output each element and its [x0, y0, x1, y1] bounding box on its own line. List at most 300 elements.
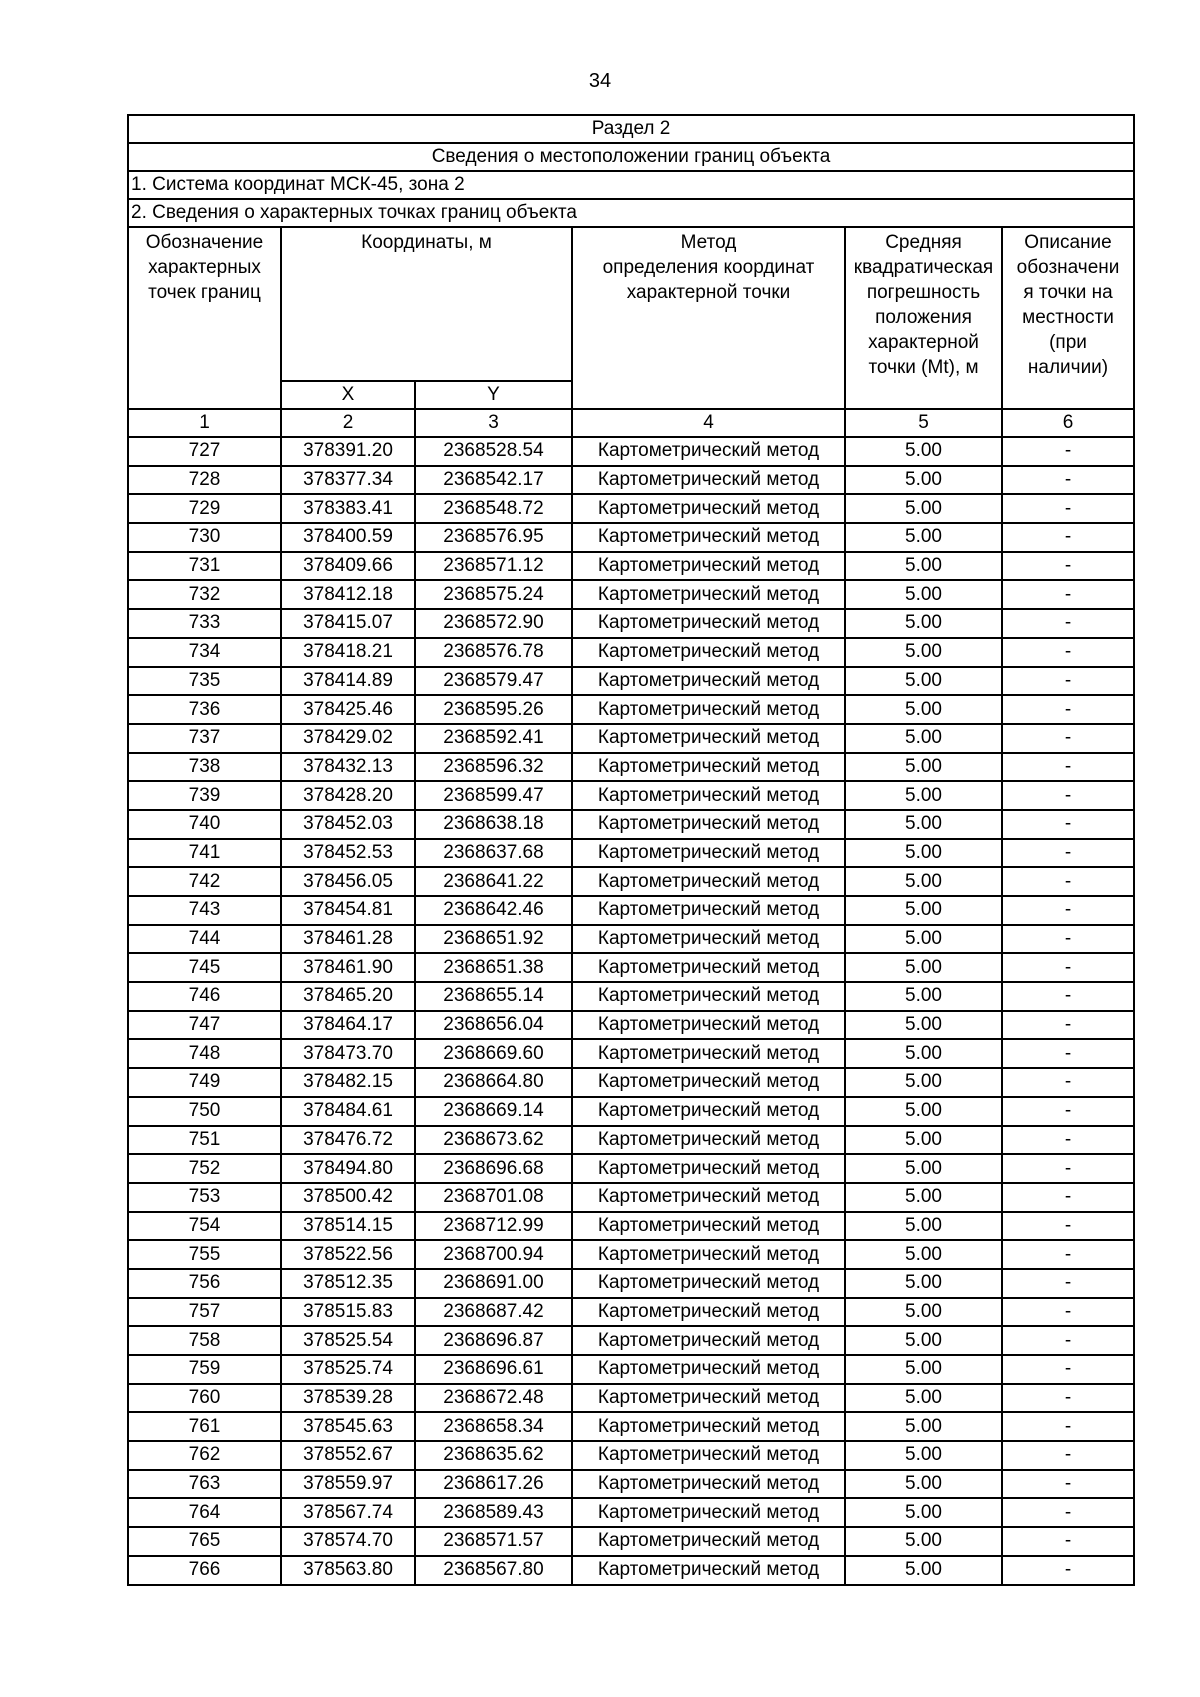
- table-row: [128, 1212, 1134, 1241]
- x-coordinate-cell: 378567.74: [281, 1498, 415, 1527]
- description-cell: -: [1002, 1240, 1134, 1269]
- error-cell: 5.00: [845, 1470, 1002, 1499]
- description-cell: -: [1002, 982, 1134, 1011]
- y-coordinate-cell: 2368641.22: [415, 867, 572, 896]
- header-designation-line: характерных: [148, 257, 261, 278]
- header-error-line: характерной: [868, 332, 979, 353]
- header-description-line: (при: [1049, 332, 1087, 353]
- table-subtitle: Сведения о местоположении границ объекта: [128, 143, 1134, 171]
- error-cell: 5.00: [845, 466, 1002, 495]
- description-cell: -: [1002, 1498, 1134, 1527]
- error-cell: 5.00: [845, 1355, 1002, 1384]
- error-cell: 5.00: [845, 953, 1002, 982]
- point-number-cell: 748: [128, 1039, 281, 1068]
- point-number-cell: 752: [128, 1154, 281, 1183]
- error-cell: 5.00: [845, 1068, 1002, 1097]
- header-description-line: Описание: [1024, 232, 1112, 253]
- y-coordinate-cell: 2368700.94: [415, 1240, 572, 1269]
- table-row: [128, 953, 1134, 982]
- description-cell: -: [1002, 1212, 1134, 1241]
- header-designation-line: точек границ: [148, 282, 261, 303]
- point-number-cell: 749: [128, 1068, 281, 1097]
- table-row: [128, 781, 1134, 810]
- method-cell: Картометрический метод: [572, 1441, 845, 1470]
- point-number-cell: 743: [128, 896, 281, 925]
- method-cell: Картометрический метод: [572, 1154, 845, 1183]
- y-coordinate-cell: 2368655.14: [415, 982, 572, 1011]
- method-cell: Картометрический метод: [572, 1470, 845, 1499]
- error-cell: 5.00: [845, 1240, 1002, 1269]
- x-coordinate-cell: 378525.54: [281, 1326, 415, 1355]
- method-cell: Картометрический метод: [572, 1097, 845, 1126]
- y-coordinate-cell: 2368596.32: [415, 753, 572, 782]
- y-coordinate-cell: 2368599.47: [415, 781, 572, 810]
- error-cell: 5.00: [845, 1556, 1002, 1585]
- header-y: Y: [415, 381, 572, 409]
- point-number-cell: 736: [128, 695, 281, 724]
- description-cell: -: [1002, 667, 1134, 696]
- method-cell: Картометрический метод: [572, 523, 845, 552]
- header-method-line: характерной точки: [626, 282, 791, 303]
- method-cell: Картометрический метод: [572, 753, 845, 782]
- error-cell: 5.00: [845, 552, 1002, 581]
- point-number-cell: 762: [128, 1441, 281, 1470]
- header-method: [572, 227, 845, 409]
- table-row: [128, 552, 1134, 581]
- header-error-line: погрешность: [866, 282, 981, 303]
- y-coordinate-cell: 2368712.99: [415, 1212, 572, 1241]
- y-coordinate-cell: 2368696.68: [415, 1154, 572, 1183]
- header-description-line: обозначени: [1016, 257, 1120, 278]
- table-row: [128, 638, 1134, 667]
- point-number-cell: 737: [128, 724, 281, 753]
- y-coordinate-cell: 2368575.24: [415, 580, 572, 609]
- description-cell: -: [1002, 1412, 1134, 1441]
- table-row: [128, 437, 1134, 466]
- error-cell: 5.00: [845, 437, 1002, 466]
- description-cell: -: [1002, 1441, 1134, 1470]
- x-coordinate-cell: 378461.28: [281, 925, 415, 954]
- error-cell: 5.00: [845, 724, 1002, 753]
- error-cell: 5.00: [845, 896, 1002, 925]
- x-coordinate-cell: 378482.15: [281, 1068, 415, 1097]
- method-cell: Картометрический метод: [572, 1126, 845, 1155]
- method-cell: Картометрический метод: [572, 1011, 845, 1040]
- description-cell: -: [1002, 896, 1134, 925]
- header-designation-line: Обозначение: [145, 232, 264, 253]
- column-number: 6: [1002, 409, 1134, 437]
- y-coordinate-cell: 2368672.48: [415, 1384, 572, 1413]
- y-coordinate-cell: 2368571.12: [415, 552, 572, 581]
- description-cell: -: [1002, 1039, 1134, 1068]
- table-row: [128, 1355, 1134, 1384]
- point-number-cell: 757: [128, 1298, 281, 1327]
- table-row: [128, 982, 1134, 1011]
- x-coordinate-cell: 378418.21: [281, 638, 415, 667]
- coord-system-line: 1. Система координат МСК-45, зона 2: [128, 171, 1134, 199]
- x-coordinate-cell: 378563.80: [281, 1556, 415, 1585]
- header-description: [1002, 227, 1134, 409]
- point-number-cell: 728: [128, 466, 281, 495]
- method-cell: Картометрический метод: [572, 867, 845, 896]
- y-coordinate-cell: 2368651.92: [415, 925, 572, 954]
- x-coordinate-cell: 378432.13: [281, 753, 415, 782]
- x-coordinate-cell: 378452.03: [281, 810, 415, 839]
- point-number-cell: 742: [128, 867, 281, 896]
- error-cell: 5.00: [845, 1527, 1002, 1556]
- header-method-line: Метод: [680, 232, 737, 253]
- description-cell: -: [1002, 1298, 1134, 1327]
- y-coordinate-cell: 2368528.54: [415, 437, 572, 466]
- y-coordinate-cell: 2368548.72: [415, 494, 572, 523]
- method-cell: Картометрический метод: [572, 1240, 845, 1269]
- table-row: [128, 523, 1134, 552]
- error-cell: 5.00: [845, 1154, 1002, 1183]
- y-coordinate-cell: 2368642.46: [415, 896, 572, 925]
- x-coordinate-cell: 378383.41: [281, 494, 415, 523]
- y-coordinate-cell: 2368579.47: [415, 667, 572, 696]
- method-cell: Картометрический метод: [572, 466, 845, 495]
- header-designation: [128, 227, 281, 409]
- table-row: [128, 1556, 1134, 1585]
- description-cell: -: [1002, 466, 1134, 495]
- description-cell: -: [1002, 753, 1134, 782]
- x-coordinate-cell: 378377.34: [281, 466, 415, 495]
- y-coordinate-cell: 2368696.87: [415, 1326, 572, 1355]
- error-cell: 5.00: [845, 839, 1002, 868]
- description-cell: -: [1002, 1269, 1134, 1298]
- page-number: 34: [588, 70, 612, 92]
- y-coordinate-cell: 2368651.38: [415, 953, 572, 982]
- x-coordinate-cell: 378464.17: [281, 1011, 415, 1040]
- table-row: [128, 925, 1134, 954]
- method-cell: Картометрический метод: [572, 1269, 845, 1298]
- description-cell: -: [1002, 580, 1134, 609]
- method-cell: Картометрический метод: [572, 1527, 845, 1556]
- table-row: [128, 724, 1134, 753]
- x-coordinate-cell: 378484.61: [281, 1097, 415, 1126]
- table-row: [128, 1240, 1134, 1269]
- description-cell: -: [1002, 1154, 1134, 1183]
- description-cell: -: [1002, 781, 1134, 810]
- error-cell: 5.00: [845, 1269, 1002, 1298]
- error-cell: 5.00: [845, 1183, 1002, 1212]
- error-cell: 5.00: [845, 982, 1002, 1011]
- point-number-cell: 765: [128, 1527, 281, 1556]
- method-cell: Картометрический метод: [572, 667, 845, 696]
- error-cell: 5.00: [845, 638, 1002, 667]
- error-cell: 5.00: [845, 1039, 1002, 1068]
- table-row: [128, 667, 1134, 696]
- y-coordinate-cell: 2368542.17: [415, 466, 572, 495]
- header-method-line: определения координат: [602, 257, 815, 278]
- y-coordinate-cell: 2368572.90: [415, 609, 572, 638]
- x-coordinate-cell: 378454.81: [281, 896, 415, 925]
- method-cell: Картометрический метод: [572, 1412, 845, 1441]
- method-cell: Картометрический метод: [572, 1212, 845, 1241]
- x-coordinate-cell: 378414.89: [281, 667, 415, 696]
- method-cell: Картометрический метод: [572, 580, 845, 609]
- table-row: [128, 1498, 1134, 1527]
- error-cell: 5.00: [845, 1441, 1002, 1470]
- x-coordinate-cell: 378409.66: [281, 552, 415, 581]
- boundary-points-table: [127, 114, 1135, 1586]
- x-coordinate-cell: 378494.80: [281, 1154, 415, 1183]
- error-cell: 5.00: [845, 1384, 1002, 1413]
- description-cell: -: [1002, 1068, 1134, 1097]
- description-cell: -: [1002, 695, 1134, 724]
- point-number-cell: 754: [128, 1212, 281, 1241]
- description-cell: -: [1002, 552, 1134, 581]
- y-coordinate-cell: 2368691.00: [415, 1269, 572, 1298]
- y-coordinate-cell: 2368595.26: [415, 695, 572, 724]
- y-coordinate-cell: 2368658.34: [415, 1412, 572, 1441]
- y-coordinate-cell: 2368576.78: [415, 638, 572, 667]
- description-cell: -: [1002, 638, 1134, 667]
- header-error-line: квадратическая: [853, 257, 994, 278]
- y-coordinate-cell: 2368571.57: [415, 1527, 572, 1556]
- point-number-cell: 747: [128, 1011, 281, 1040]
- method-cell: Картометрический метод: [572, 810, 845, 839]
- point-number-cell: 739: [128, 781, 281, 810]
- y-coordinate-cell: 2368669.14: [415, 1097, 572, 1126]
- table-row: [128, 1068, 1134, 1097]
- table-row: [128, 1269, 1134, 1298]
- x-coordinate-cell: 378400.59: [281, 523, 415, 552]
- description-cell: -: [1002, 494, 1134, 523]
- method-cell: Картометрический метод: [572, 1556, 845, 1585]
- table-row: [128, 494, 1134, 523]
- y-coordinate-cell: 2368592.41: [415, 724, 572, 753]
- x-coordinate-cell: 378539.28: [281, 1384, 415, 1413]
- y-coordinate-cell: 2368576.95: [415, 523, 572, 552]
- error-cell: 5.00: [845, 1011, 1002, 1040]
- column-number: 5: [845, 409, 1002, 437]
- table-row: [128, 466, 1134, 495]
- table-row: [128, 1126, 1134, 1155]
- y-coordinate-cell: 2368617.26: [415, 1470, 572, 1499]
- method-cell: Картометрический метод: [572, 1183, 845, 1212]
- point-number-cell: 729: [128, 494, 281, 523]
- table-row: [128, 1412, 1134, 1441]
- table-row: [128, 1470, 1134, 1499]
- method-cell: Картометрический метод: [572, 1068, 845, 1097]
- point-number-cell: 763: [128, 1470, 281, 1499]
- y-coordinate-cell: 2368673.62: [415, 1126, 572, 1155]
- description-cell: -: [1002, 1355, 1134, 1384]
- y-coordinate-cell: 2368696.61: [415, 1355, 572, 1384]
- x-coordinate-cell: 378465.20: [281, 982, 415, 1011]
- description-cell: -: [1002, 810, 1134, 839]
- error-cell: 5.00: [845, 925, 1002, 954]
- method-cell: Картометрический метод: [572, 896, 845, 925]
- point-number-cell: 745: [128, 953, 281, 982]
- point-number-cell: 760: [128, 1384, 281, 1413]
- error-cell: 5.00: [845, 1126, 1002, 1155]
- error-cell: 5.00: [845, 667, 1002, 696]
- table-row: [128, 1154, 1134, 1183]
- x-coordinate-cell: 378515.83: [281, 1298, 415, 1327]
- description-cell: -: [1002, 1097, 1134, 1126]
- section-title: Раздел 2: [128, 115, 1134, 143]
- table-row: [128, 1384, 1134, 1413]
- point-number-cell: 764: [128, 1498, 281, 1527]
- description-cell: -: [1002, 609, 1134, 638]
- x-coordinate-cell: 378391.20: [281, 437, 415, 466]
- table-row: [128, 1527, 1134, 1556]
- method-cell: Картометрический метод: [572, 1039, 845, 1068]
- error-cell: 5.00: [845, 810, 1002, 839]
- description-cell: -: [1002, 839, 1134, 868]
- table-row: [128, 1441, 1134, 1470]
- table-row: [128, 1298, 1134, 1327]
- header-x: X: [281, 381, 415, 409]
- header-description-line: местности: [1022, 307, 1114, 328]
- table-row: [128, 580, 1134, 609]
- error-cell: 5.00: [845, 1097, 1002, 1126]
- point-number-cell: 727: [128, 437, 281, 466]
- x-coordinate-cell: 378428.20: [281, 781, 415, 810]
- method-cell: Картометрический метод: [572, 1326, 845, 1355]
- description-cell: -: [1002, 953, 1134, 982]
- point-number-cell: 756: [128, 1269, 281, 1298]
- error-cell: 5.00: [845, 867, 1002, 896]
- error-cell: 5.00: [845, 1326, 1002, 1355]
- point-number-cell: 755: [128, 1240, 281, 1269]
- x-coordinate-cell: 378500.42: [281, 1183, 415, 1212]
- method-cell: Картометрический метод: [572, 724, 845, 753]
- description-cell: -: [1002, 1011, 1134, 1040]
- point-number-cell: 750: [128, 1097, 281, 1126]
- method-cell: Картометрический метод: [572, 437, 845, 466]
- x-coordinate-cell: 378522.56: [281, 1240, 415, 1269]
- point-number-cell: 740: [128, 810, 281, 839]
- y-coordinate-cell: 2368669.60: [415, 1039, 572, 1068]
- method-cell: Картометрический метод: [572, 781, 845, 810]
- method-cell: Картометрический метод: [572, 982, 845, 1011]
- method-cell: Картометрический метод: [572, 695, 845, 724]
- description-cell: -: [1002, 1556, 1134, 1585]
- description-cell: -: [1002, 523, 1134, 552]
- error-cell: 5.00: [845, 609, 1002, 638]
- table-row: [128, 867, 1134, 896]
- point-number-cell: 731: [128, 552, 281, 581]
- y-coordinate-cell: 2368638.18: [415, 810, 572, 839]
- y-coordinate-cell: 2368656.04: [415, 1011, 572, 1040]
- point-number-cell: 730: [128, 523, 281, 552]
- point-number-cell: 735: [128, 667, 281, 696]
- table-row: [128, 1011, 1134, 1040]
- description-cell: -: [1002, 925, 1134, 954]
- x-coordinate-cell: 378545.63: [281, 1412, 415, 1441]
- description-cell: -: [1002, 1527, 1134, 1556]
- x-coordinate-cell: 378456.05: [281, 867, 415, 896]
- table-row: [128, 810, 1134, 839]
- x-coordinate-cell: 378552.67: [281, 1441, 415, 1470]
- point-number-cell: 734: [128, 638, 281, 667]
- y-coordinate-cell: 2368635.62: [415, 1441, 572, 1470]
- method-cell: Картометрический метод: [572, 1355, 845, 1384]
- error-cell: 5.00: [845, 1298, 1002, 1327]
- point-number-cell: 746: [128, 982, 281, 1011]
- points-info-line: 2. Сведения о характерных точках границ объекта: [128, 199, 1134, 227]
- column-number: 3: [415, 409, 572, 437]
- x-coordinate-cell: 378525.74: [281, 1355, 415, 1384]
- x-coordinate-cell: 378476.72: [281, 1126, 415, 1155]
- description-cell: -: [1002, 1384, 1134, 1413]
- x-coordinate-cell: 378425.46: [281, 695, 415, 724]
- method-cell: Картометрический метод: [572, 1498, 845, 1527]
- error-cell: 5.00: [845, 523, 1002, 552]
- method-cell: Картометрический метод: [572, 1298, 845, 1327]
- method-cell: Картометрический метод: [572, 839, 845, 868]
- table-row: [128, 609, 1134, 638]
- point-number-cell: 759: [128, 1355, 281, 1384]
- method-cell: Картометрический метод: [572, 609, 845, 638]
- y-coordinate-cell: 2368701.08: [415, 1183, 572, 1212]
- point-number-cell: 761: [128, 1412, 281, 1441]
- method-cell: Картометрический метод: [572, 925, 845, 954]
- table-row: [128, 753, 1134, 782]
- y-coordinate-cell: 2368567.80: [415, 1556, 572, 1585]
- table-row: [128, 1326, 1134, 1355]
- description-cell: -: [1002, 1326, 1134, 1355]
- error-cell: 5.00: [845, 1212, 1002, 1241]
- description-cell: -: [1002, 1126, 1134, 1155]
- x-coordinate-cell: 378429.02: [281, 724, 415, 753]
- table-body: [128, 437, 1134, 1585]
- point-number-cell: 744: [128, 925, 281, 954]
- column-number: 1: [128, 409, 281, 437]
- point-number-cell: 753: [128, 1183, 281, 1212]
- x-coordinate-cell: 378574.70: [281, 1527, 415, 1556]
- x-coordinate-cell: 378461.90: [281, 953, 415, 982]
- header-error-line: точки (Mt), м: [868, 357, 979, 378]
- method-cell: Картометрический метод: [572, 552, 845, 581]
- table-row: [128, 695, 1134, 724]
- x-coordinate-cell: 378514.15: [281, 1212, 415, 1241]
- error-cell: 5.00: [845, 1498, 1002, 1527]
- point-number-cell: 738: [128, 753, 281, 782]
- x-coordinate-cell: 378412.18: [281, 580, 415, 609]
- method-cell: Картометрический метод: [572, 494, 845, 523]
- point-number-cell: 751: [128, 1126, 281, 1155]
- description-cell: -: [1002, 1470, 1134, 1499]
- y-coordinate-cell: 2368589.43: [415, 1498, 572, 1527]
- y-coordinate-cell: 2368687.42: [415, 1298, 572, 1327]
- table-row: [128, 896, 1134, 925]
- point-number-cell: 741: [128, 839, 281, 868]
- error-cell: 5.00: [845, 580, 1002, 609]
- description-cell: -: [1002, 1183, 1134, 1212]
- x-coordinate-cell: 378473.70: [281, 1039, 415, 1068]
- x-coordinate-cell: 378512.35: [281, 1269, 415, 1298]
- header-description-line: наличии): [1027, 357, 1109, 378]
- method-cell: Картометрический метод: [572, 638, 845, 667]
- header-error-line: положения: [875, 307, 972, 328]
- column-number: 2: [281, 409, 415, 437]
- error-cell: 5.00: [845, 1412, 1002, 1441]
- table-row: [128, 839, 1134, 868]
- table-row: [128, 1183, 1134, 1212]
- description-cell: -: [1002, 437, 1134, 466]
- header-error: [845, 227, 1002, 409]
- method-cell: Картометрический метод: [572, 1384, 845, 1413]
- header-error-line: Средняя: [885, 232, 962, 253]
- y-coordinate-cell: 2368637.68: [415, 839, 572, 868]
- header-coordinates: Координаты, м: [281, 227, 572, 381]
- error-cell: 5.00: [845, 753, 1002, 782]
